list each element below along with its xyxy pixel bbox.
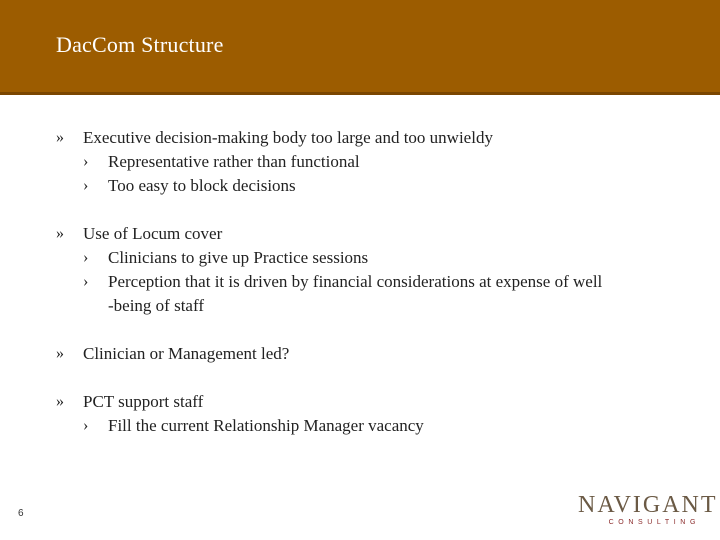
bullet-group (56, 222, 696, 318)
bullet-marker: » (56, 393, 64, 410)
sub-bullet-text: Perception that it is driven by financial considerations at expense of well (108, 272, 603, 291)
sub-bullet-item (56, 150, 696, 174)
sub-bullet-text: Too easy to block decisions (108, 176, 296, 195)
bullet-text: Clinician or Management led? (83, 344, 290, 363)
bullet-item (56, 222, 696, 246)
page-number: 6 (18, 508, 24, 519)
bullet-item (56, 342, 696, 366)
title-bar (0, 0, 720, 92)
sub-bullet-text: Clinicians to give up Practice sessions (108, 248, 369, 267)
bullet-list (56, 126, 696, 462)
bullet-marker: » (56, 225, 64, 242)
bullet-text: Executive decision-making body too large and too unwieldy (83, 128, 493, 147)
sub-bullet-item (56, 174, 696, 198)
bullet-text: Use of Locum cover (83, 224, 223, 243)
slide-title: DacCom Structure (56, 32, 224, 57)
bullet-item (56, 390, 696, 414)
title-bar-underline (0, 92, 720, 95)
logo-tagline: CONSULTING (608, 519, 700, 526)
sub-bullet-item (56, 246, 696, 270)
bullet-item (56, 126, 696, 150)
sub-bullet-text: Fill the current Relationship Manager vacancy (108, 416, 424, 435)
sub-bullet-marker: › (83, 177, 89, 194)
sub-bullet-item (56, 270, 696, 318)
navigant-logo (578, 492, 718, 532)
sub-bullet-marker: › (83, 249, 89, 266)
bullet-group (56, 342, 696, 366)
sub-bullet-marker: › (83, 153, 89, 170)
bullet-marker: » (56, 129, 64, 146)
bullet-group (56, 390, 696, 438)
sub-bullet-item (56, 414, 696, 438)
sub-bullet-marker: › (83, 417, 89, 434)
bullet-text: PCT support staff (83, 392, 204, 411)
sub-bullet-text: Representative rather than functional (108, 152, 360, 171)
bullet-group (56, 126, 696, 198)
sub-bullet-marker: › (83, 273, 89, 290)
sub-bullet-text-continuation: -being of staff (108, 296, 204, 315)
bullet-marker: » (56, 345, 64, 362)
logo-wordmark: NAVIGANT (578, 492, 718, 518)
